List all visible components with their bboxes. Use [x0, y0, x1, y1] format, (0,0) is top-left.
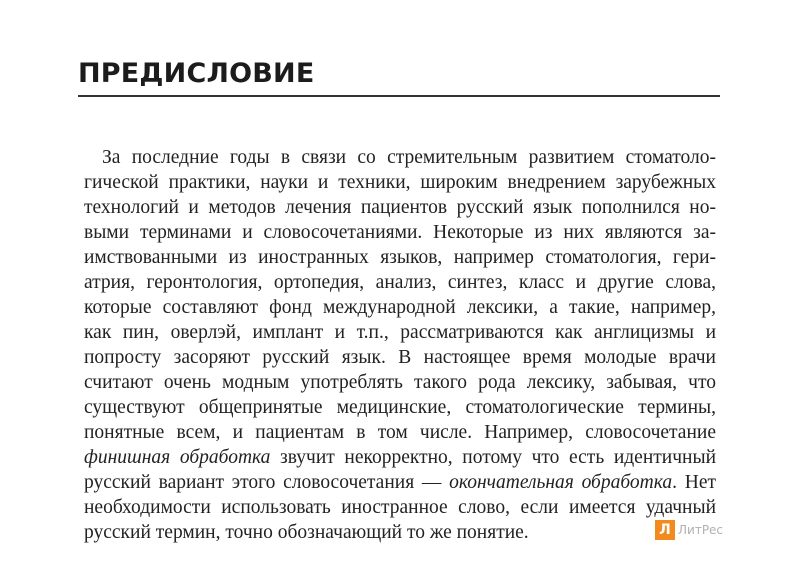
paragraph-line: гической практики, науки и техники, широким внедрением зарубежных	[84, 172, 716, 193]
paragraph-line-text: русский вариант этого словосочетания —	[84, 472, 450, 493]
page-title: ПРЕДИСЛОВИЕ	[78, 58, 315, 89]
paragraph-line: атрия, геронтология, ортопедия, анализ, синтез, класс и другие слова,	[84, 272, 716, 293]
title-underline-divider	[78, 95, 720, 97]
paragraph-line-text: . Нет	[672, 472, 716, 493]
paragraph-line: технологий и методов лечения пациентов русский язык пополнился но-	[84, 197, 716, 218]
paragraph-line: русский термин, точно обозначающий то же понятие.	[84, 522, 529, 543]
italic-term-finishing: финишная обработка	[84, 447, 271, 468]
italic-term-final-processing: окончательная обработка	[449, 472, 673, 493]
paragraph-line: считают очень модным употреблять такого рода лексику, забывая, что	[84, 372, 716, 393]
paragraph-line	[84, 445, 716, 470]
paragraph-line: существуют общепринятые медицинские, стоматологические термины,	[84, 397, 716, 418]
paragraph-line: понятные всем, и пациентам в том числе. Например, словосочетание	[84, 422, 716, 443]
paragraph-line: За последние годы в связи со стремительным развитием стоматоло-	[102, 147, 716, 168]
paragraph-line: попросту засоряют русский язык. В настоящее время молодые врачи	[84, 347, 716, 368]
paragraph-line: выми терминами и словосочетаниями. Некоторые из них являются за-	[84, 222, 716, 243]
paragraph-line: необходимости использовать иностранное слово, если имеется удачный	[84, 497, 716, 518]
litres-watermark-text: ЛитРес	[678, 523, 724, 537]
paragraph-line	[84, 470, 716, 495]
litres-logo-icon: Л	[655, 520, 675, 540]
preface-paragraph	[84, 145, 716, 545]
paragraph-line-text: звучит некорректно, потому что есть идентичный	[270, 447, 717, 468]
paragraph-line: которые составляют фонд международной лексики, а такие, например,	[84, 297, 716, 318]
paragraph-line: как пин, оверлэй, имплант и т.п., рассматриваются как англицизмы и	[84, 322, 716, 343]
paragraph-line: имствованными из иностранных языков, например стоматология, гери-	[84, 247, 716, 268]
